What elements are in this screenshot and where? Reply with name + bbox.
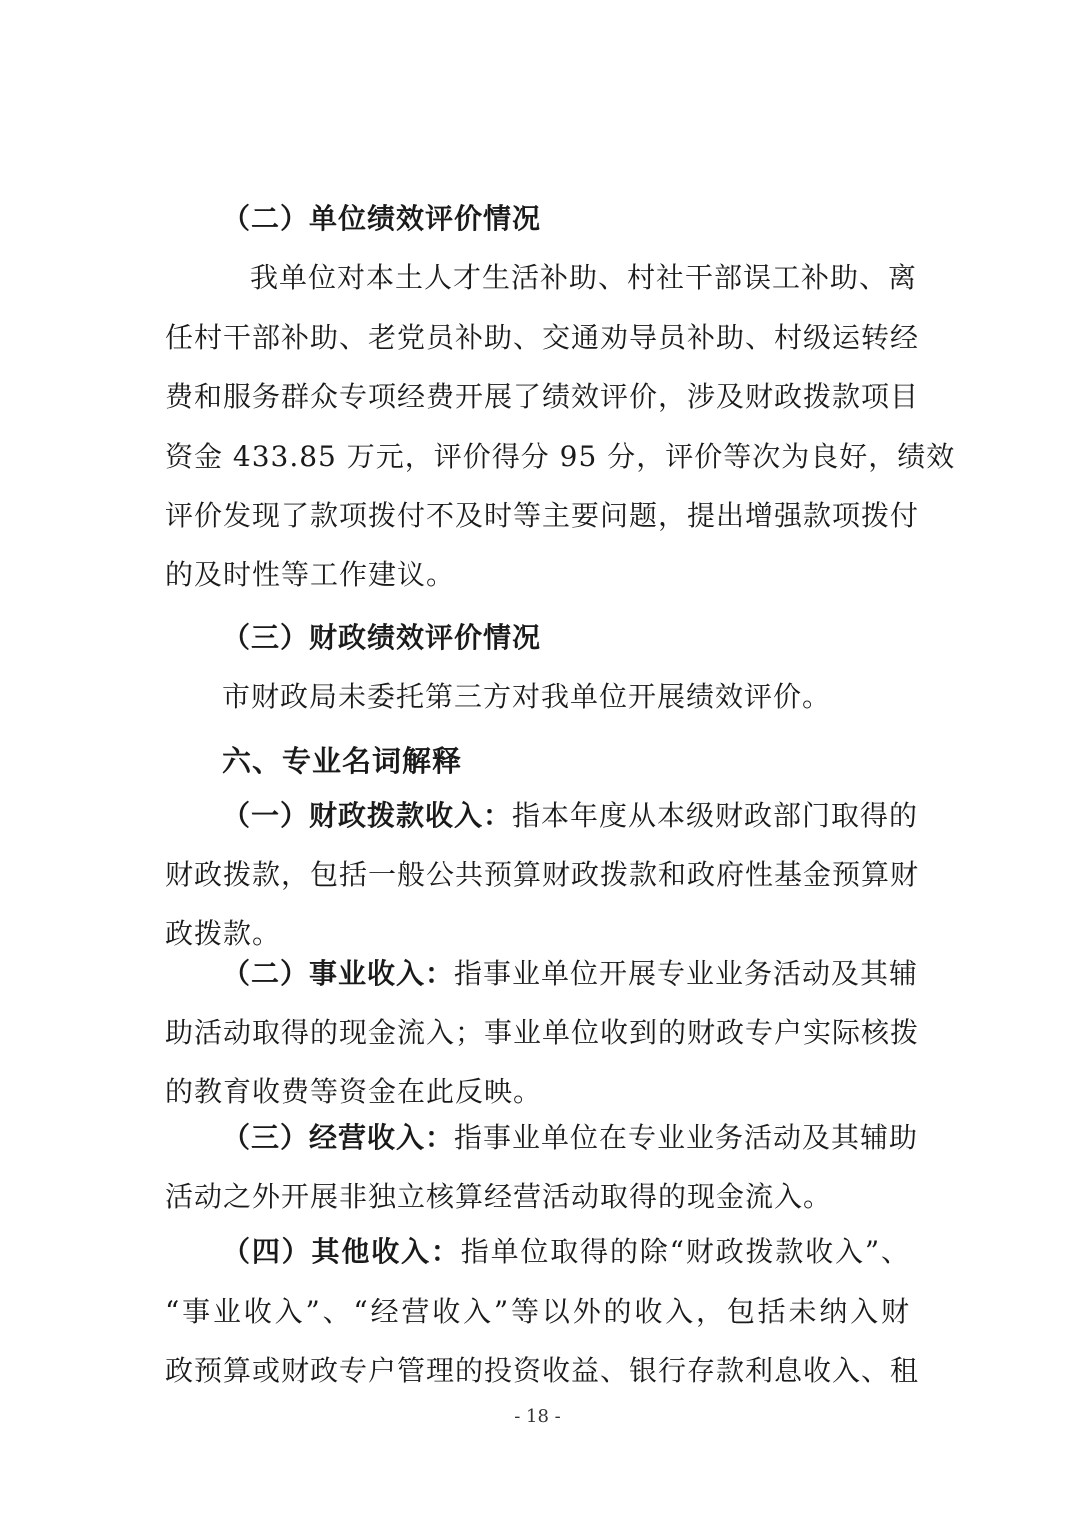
term-text: 指事业单位在专业业务活动及其辅助 [454,1121,919,1154]
paragraph-line: “事业收入”、“经营收入”等以外的收入，包括未纳入财 [165,1295,910,1328]
term-paragraph-line [222,1232,910,1272]
term-paragraph-line [222,954,919,994]
paragraph-line: 资金 433.85 万元，评价得分 95 分，评价等次为良好，绩效 [165,440,956,473]
paragraph-line: 政拨款。 [165,917,282,950]
term-paragraph-line [222,796,919,836]
term-label: （三）经营收入： [222,1121,455,1154]
paragraph-line: 政预算或财政专户管理的投资收益、银行存款利息收入、租 [165,1354,920,1387]
term-label: （四）其他收入： [222,1235,461,1268]
paragraph-line: 费和服务群众专项经费开展了绩效评价，涉及财政拨款项目 [165,380,920,413]
paragraph-line: 市财政局未委托第三方对我单位开展绩效评价。 [222,680,832,713]
term-text: 指本年度从本级财政部门取得的 [512,799,919,832]
section-heading-finance-eval: （三）财政绩效评价情况 [222,621,542,654]
term-paragraph-line [222,1118,919,1158]
paragraph-line: 活动之外开展非独立核算经营活动取得的现金流入。 [165,1180,833,1213]
term-text: 指事业单位开展专业业务活动及其辅 [454,957,919,990]
paragraph-line: 助活动取得的现金流入；事业单位收到的财政专户实际核拨 [165,1016,920,1049]
section-heading-unit-eval: （二）单位绩效评价情况 [222,202,542,235]
section-heading-terms: 六、专业名词解释 [222,744,463,778]
paragraph-line: 的教育收费等资金在此反映。 [165,1075,543,1108]
paragraph-line: 任村干部补助、老党员补助、交通劝导员补助、村级运转经 [165,321,920,354]
page-number: - 18 - [514,1406,561,1427]
paragraph-line: 我单位对本土人才生活补助、村社干部误工补助、离 [250,261,918,294]
paragraph-line: 评价发现了款项拨付不及时等主要问题，提出增强款项拨付 [165,499,920,532]
paragraph-line: 的及时性等工作建议。 [165,558,456,591]
term-label: （一）财政拨款收入： [222,799,513,832]
term-text: 指单位取得的除“财政拨款收入”、 [460,1235,910,1268]
paragraph-line: 财政拨款，包括一般公共预算财政拨款和政府性基金预算财 [165,858,920,891]
term-label: （二）事业收入： [222,957,455,990]
